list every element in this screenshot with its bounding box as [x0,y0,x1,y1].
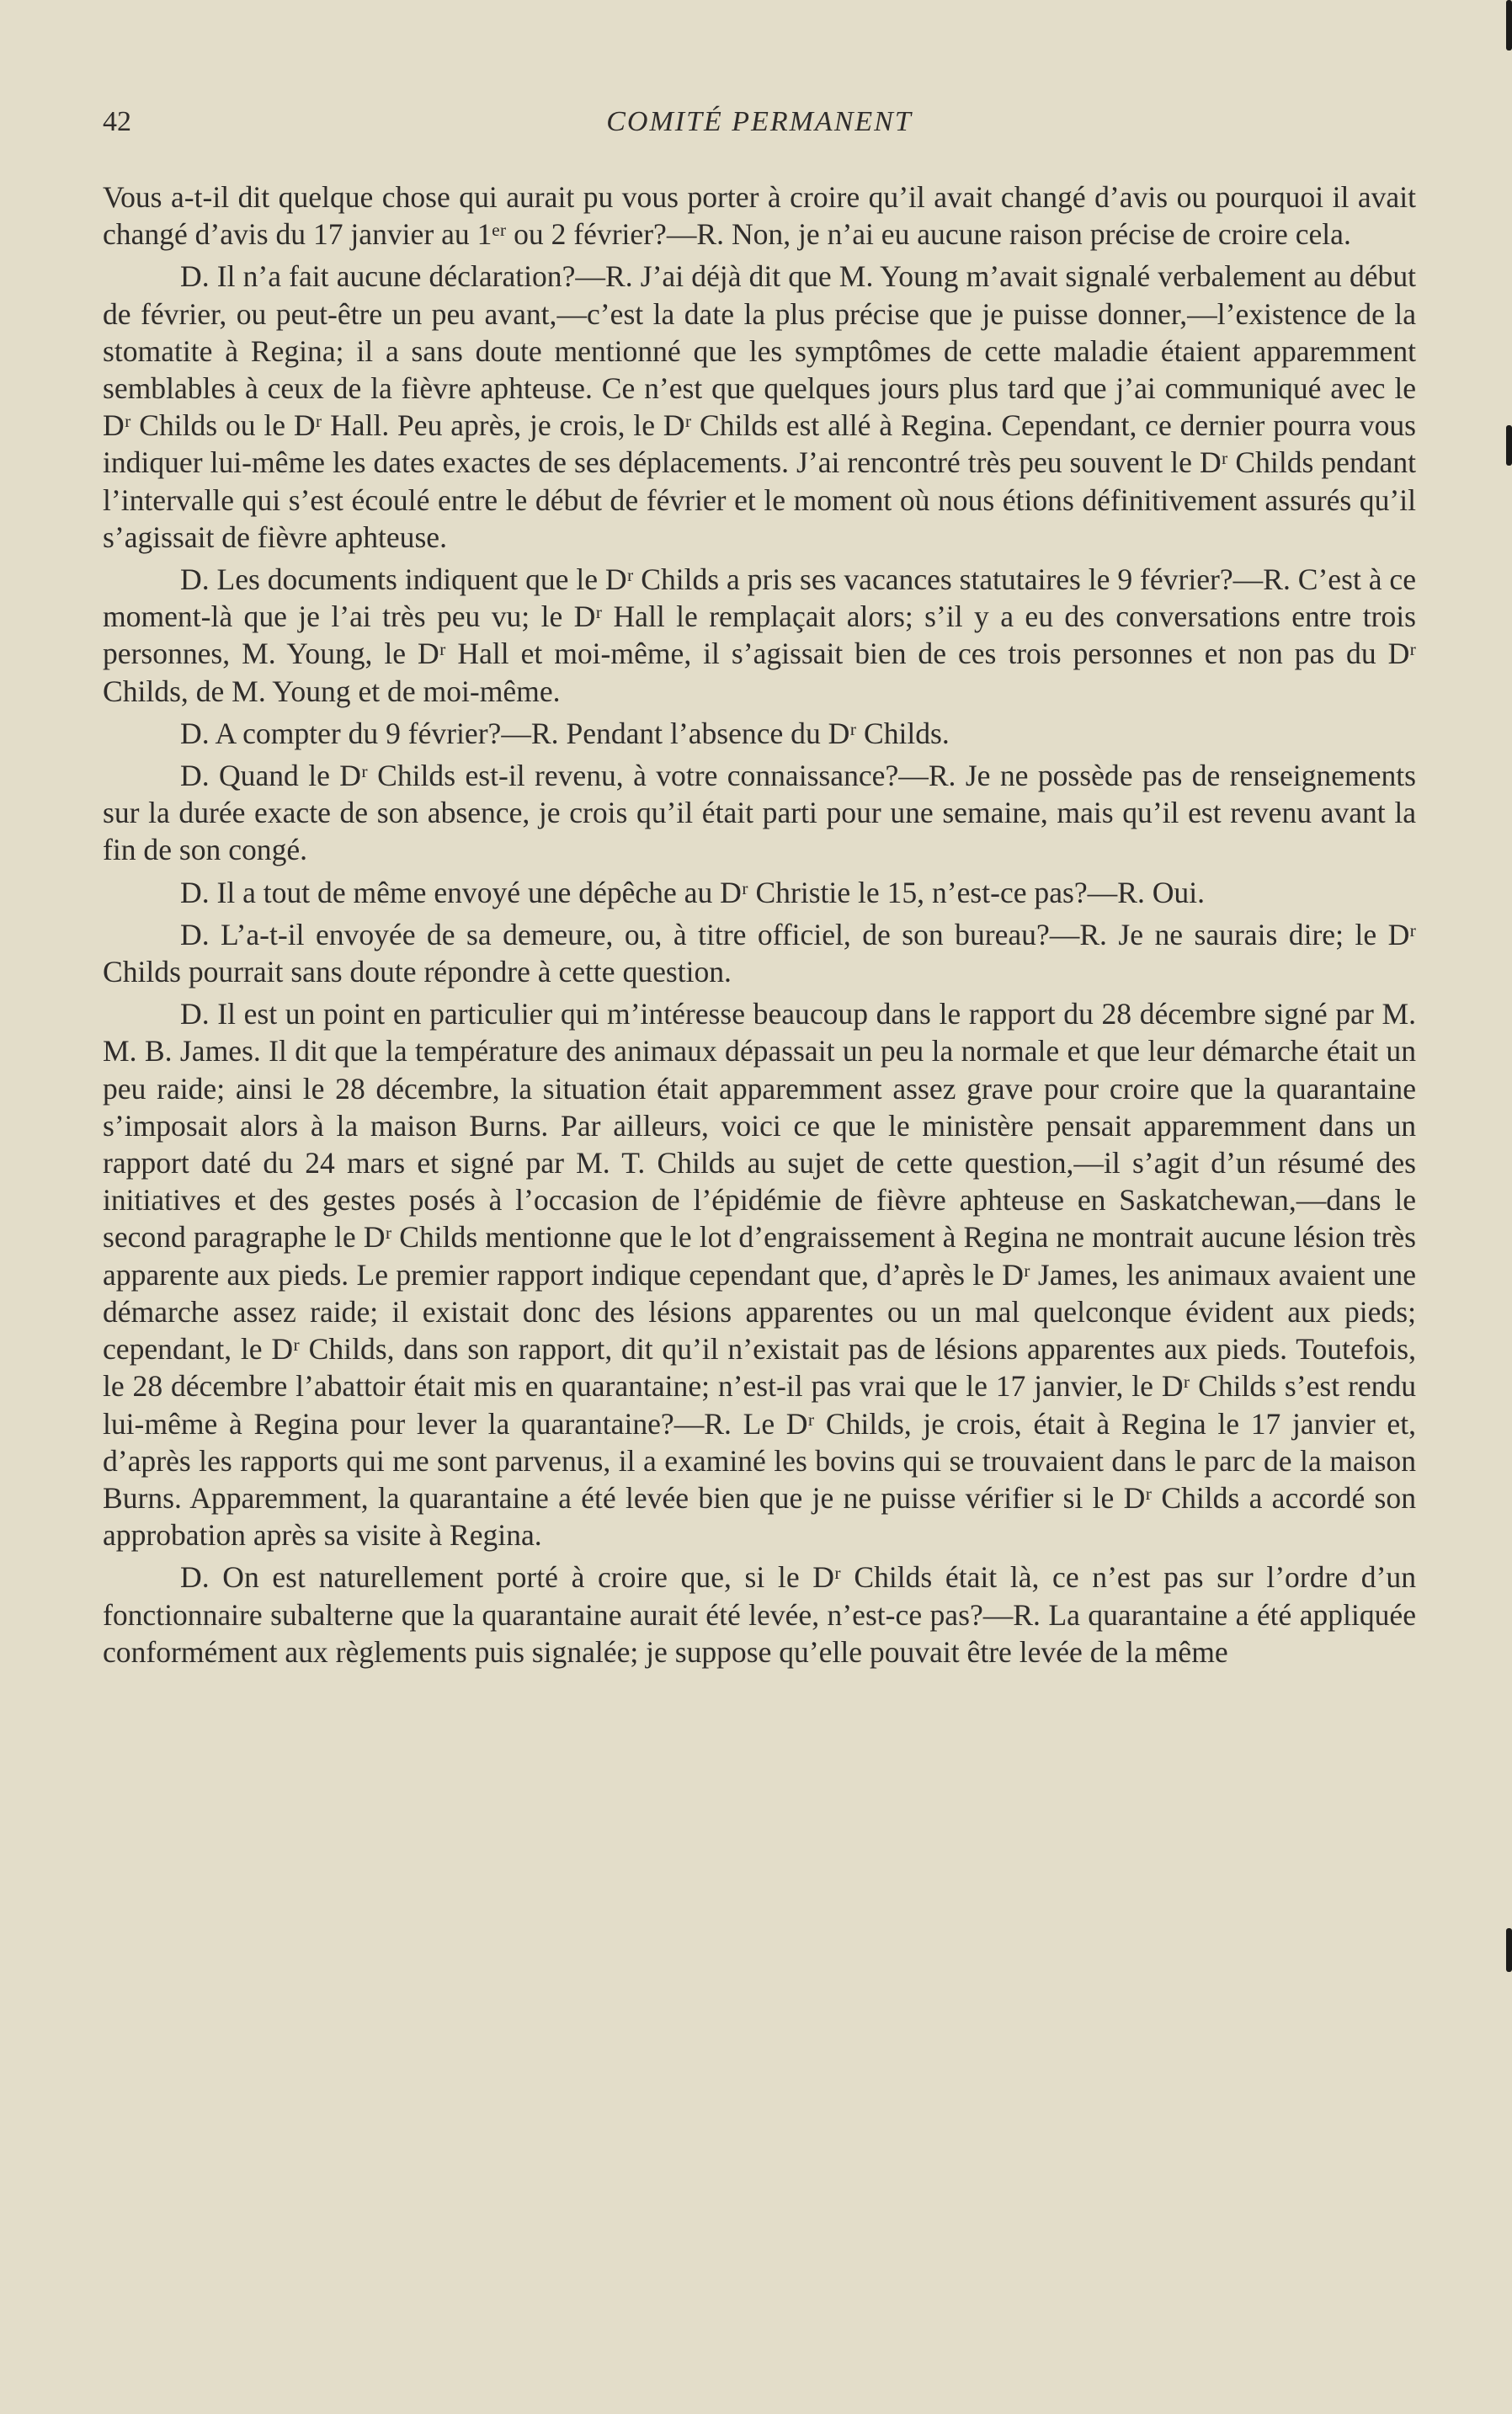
page-edge-mark [1506,0,1512,51]
paragraph: D. Quand le Dʳ Childs est-il revenu, à votre connaissance?—R. Je ne possède pas de renseignements sur la durée exacte de son absence, je crois qu’il était parti pour une semaine, mais qu’il est revenu avant la fin de son congé. [103,759,1416,867]
page-number: 42 [103,106,131,137]
paragraph: D. Les documents indiquent que le Dʳ Childs a pris ses vacances statutaires le 9 février?—R. C’est à ce moment-là que je l’ai très peu vu; le Dʳ Hall le remplaçait alors; s’il y a eu des conversations entre trois personnes, M. Young, le Dʳ Hall et moi-même, il s’agissait bien de ces trois personnes et non pas du Dʳ Childs, de M. Young et de moi-même. [103,562,1416,708]
page-edge-mark [1506,425,1512,466]
paragraph: D. Il n’a fait aucune déclaration?—R. J’ai déjà dit que M. Young m’avait signalé verbalement au début de février, ou peut-être un peu avant,—c’est la date la plus précise que je puisse donner,—l’existence de la stomatite à Regina; il a sans doute mentionné que les symptômes de cette maladie étaient apparemment semblables à ceux de la fièvre aphteuse. Ce n’est que quelques jours plus tard que j’ai communiqué avec le Dʳ Childs ou le Dʳ Hall. Peu après, je crois, le Dʳ Childs est allé à Regina. Cependant, ce dernier pourra vous indiquer lui-même les dates exactes de ses déplacements. J’ai rencontré très peu souvent le Dʳ Childs pendant l’intervalle qui s’est écoulé entre le début de février et le moment où nous étions définitivement assurés qu’il s’agissait de fièvre aphteuse. [103,259,1416,554]
running-title: COMITÉ PERMANENT [606,106,913,137]
paragraph: D. L’a-t-il envoyée de sa demeure, ou, à titre officiel, de son bureau?—R. Je ne saurais dire; le Dʳ Childs pourrait sans doute répondre à cette question. [103,917,1416,989]
paragraph: D. A compter du 9 février?—R. Pendant l’absence du Dʳ Childs. [180,716,950,750]
body-text [103,179,1416,1676]
paragraph: D. Il a tout de même envoyé une dépêche au Dʳ Christie le 15, n’est-ce pas?—R. Oui. [180,875,1206,909]
paragraph: Vous a-t-il dit quelque chose qui aurait pu vous porter à croire qu’il avait changé d’avis ou pourquoi il avait changé d’avis du 17 janvier au 1ᵉʳ ou 2 février?—R. Non, je n’ai eu aucune raison précise de croire cela. [103,180,1416,252]
paragraph: D. Il est un point en particulier qui m’intéresse beaucoup dans le rapport du 28 décembre signé par M. M. B. James. Il dit que la température des animaux dépassait un peu la normale et que leur démarche était un peu raide; ainsi le 28 décembre, la situation était apparemment assez grave pour croire que la quarantaine s’imposait alors à la maison Burns. Par ailleurs, voici ce que le ministère pensait apparemment dans un rapport daté du 24 mars et signé par M. T. Childs au sujet de cette question,—il s’agit d’un résumé des initiatives et des gestes posés à l’occasion de l’épidémie de fièvre aphteuse en Saskatchewan,—dans le second paragraphe le Dʳ Childs mentionne que le lot d’engraissement à Regina ne montrait aucune lésion très apparente aux pieds. Le premier rapport indique cependant que, d’après le Dʳ James, les animaux avaient une démarche assez raide; il existait donc des lésions apparentes ou un mal quelconque évident aux pieds; cependant, le Dʳ Childs, dans son rapport, dit qu’il n’existait pas de lésions apparentes aux pieds. Toutefois, le 28 décembre l’abattoir était mis en quarantaine; n’est-il pas vrai que le 17 janvier, le Dʳ Childs s’est rendu lui-même à Regina pour lever la quarantaine?—R. Le Dʳ Childs, je crois, était à Regina le 17 janvier et, d’après les rapports qui me sont parvenus, il a examiné les bovins qui se trouvaient dans le parc de la maison Burns. Apparemment, la quarantaine a été levée bien que je ne puisse vérifier si le Dʳ Childs a accordé son approbation après sa visite à Regina. [103,997,1416,1553]
page-header [103,106,1416,148]
page-edge-mark [1506,1928,1512,1972]
paragraph: D. On est naturellement porté à croire que, si le Dʳ Childs était là, ce n’est pas sur l’ordre d’un fonctionnaire subalterne que la quarantaine aurait été levée, n’est-ce pas?—R. La quarantaine a été appliquée conformément aux règlements puis signalée; je suppose qu’elle pouvait être levée de la même [103,1560,1416,1669]
